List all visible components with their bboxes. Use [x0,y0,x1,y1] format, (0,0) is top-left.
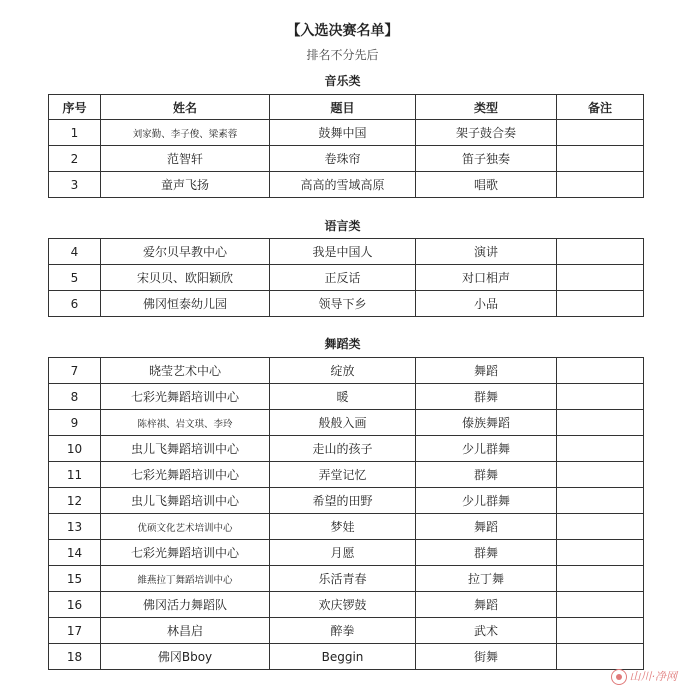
cell-note [557,291,644,317]
cell-name: 佛冈恒泰幼儿园 [101,291,270,317]
col-header-type: 类型 [416,95,557,120]
cell-no: 17 [49,618,101,644]
cell-name: 七彩光舞蹈培训中心 [101,462,270,488]
table-row [49,618,644,644]
section-title-language: 语言类 [324,219,361,233]
cell-no: 5 [49,265,101,291]
cell-no: 12 [49,488,101,514]
cell-note [557,358,644,384]
cell-title: Beggin [270,644,416,670]
cell-note [557,488,644,514]
col-header-no: 序号 [49,95,101,120]
cell-no: 7 [49,358,101,384]
cell-note [557,120,644,146]
cell-title: 高高的雪域高原 [270,172,416,198]
cell-title: 醉拳 [270,618,416,644]
page-subtitle: 排名不分先后 [306,48,379,62]
cell-name: 宋贝贝、欧阳颖欣 [101,265,270,291]
table-row [49,592,644,618]
cell-no: 1 [49,120,101,146]
cell-name: 七彩光舞蹈培训中心 [101,540,270,566]
cell-type: 群舞 [416,384,557,410]
cell-note [557,384,644,410]
language-table [48,238,644,317]
cell-no: 18 [49,644,101,670]
table-row [49,644,644,670]
cell-note [557,618,644,644]
cell-type: 唱歌 [416,172,557,198]
cell-type: 对口相声 [416,265,557,291]
cell-name: 范智轩 [101,146,270,172]
cell-type: 拉丁舞 [416,566,557,592]
cell-name: 佛冈活力舞蹈队 [101,592,270,618]
table-row [49,291,644,317]
watermark-text: 山川·净网 [629,670,677,683]
cell-type: 架子鼓合奏 [416,120,557,146]
cell-type: 小品 [416,291,557,317]
cell-type: 傣族舞蹈 [416,410,557,436]
cell-name: 刘家勤、李子俊、梁素蓉 [101,120,270,146]
cell-no: 15 [49,566,101,592]
cell-no: 16 [49,592,101,618]
page-title: 【入选决赛名单】 [286,23,399,39]
table-row [49,410,644,436]
dance-table [48,357,644,670]
cell-title: 卷珠帘 [270,146,416,172]
cell-name: 虫儿飞舞蹈培训中心 [101,488,270,514]
cell-note [557,540,644,566]
music-table [48,94,644,198]
cell-name: 七彩光舞蹈培训中心 [101,384,270,410]
cell-type: 武术 [416,618,557,644]
watermark [611,668,678,685]
col-header-note: 备注 [557,95,644,120]
cell-name: 爱尔贝早教中心 [101,239,270,265]
section-title-dance: 舞蹈类 [324,337,361,351]
table-row [49,436,644,462]
cell-note [557,592,644,618]
section-title-music: 音乐类 [324,74,361,88]
cell-title: 欢庆锣鼓 [270,592,416,618]
cell-name: 优硕文化艺术培训中心 [101,514,270,540]
cell-title: 梦娃 [270,514,416,540]
cell-title: 弄堂记忆 [270,462,416,488]
cell-title: 绽放 [270,358,416,384]
cell-no: 6 [49,291,101,317]
table-row [49,120,644,146]
cell-note [557,146,644,172]
table-row [49,384,644,410]
cell-title: 正反话 [270,265,416,291]
cell-title: 希望的田野 [270,488,416,514]
col-header-name: 姓名 [101,95,270,120]
table-row [49,358,644,384]
cell-note [557,239,644,265]
cell-note [557,514,644,540]
cell-name: 維燕拉丁舞蹈培训中心 [101,566,270,592]
cell-type: 少儿群舞 [416,488,557,514]
cell-type: 群舞 [416,462,557,488]
cell-note [557,644,644,670]
table-row [49,514,644,540]
cell-type: 演讲 [416,239,557,265]
table-row [49,462,644,488]
cell-note [557,566,644,592]
table-row [49,540,644,566]
table-row [49,265,644,291]
cell-name: 童声飞扬 [101,172,270,198]
cell-type: 笛子独奏 [416,146,557,172]
cell-no: 4 [49,239,101,265]
cell-type: 舞蹈 [416,358,557,384]
cell-type: 少儿群舞 [416,436,557,462]
watermark-seal-icon [611,669,627,685]
cell-name: 陈梓祺、岩文琪、李玲 [101,410,270,436]
cell-name: 林昌启 [101,618,270,644]
table-row [49,239,644,265]
cell-name: 虫儿飞舞蹈培训中心 [101,436,270,462]
cell-note [557,410,644,436]
table-row [49,146,644,172]
cell-no: 13 [49,514,101,540]
cell-title: 暖 [270,384,416,410]
cell-no: 2 [49,146,101,172]
cell-note [557,462,644,488]
cell-name: 晓莹艺术中心 [101,358,270,384]
cell-note [557,436,644,462]
cell-no: 8 [49,384,101,410]
cell-title: 我是中国人 [270,239,416,265]
cell-no: 3 [49,172,101,198]
table-row [49,172,644,198]
cell-title: 般般入画 [270,410,416,436]
cell-no: 10 [49,436,101,462]
col-header-title: 题目 [270,95,416,120]
cell-type: 群舞 [416,540,557,566]
cell-name: 佛冈Bboy [101,644,270,670]
cell-no: 11 [49,462,101,488]
table-row [49,566,644,592]
cell-note [557,265,644,291]
cell-type: 街舞 [416,644,557,670]
cell-no: 9 [49,410,101,436]
cell-no: 14 [49,540,101,566]
table-header-row [49,95,644,120]
table-row [49,488,644,514]
cell-type: 舞蹈 [416,592,557,618]
cell-note [557,172,644,198]
cell-type: 舞蹈 [416,514,557,540]
cell-title: 乐活青春 [270,566,416,592]
cell-title: 月愿 [270,540,416,566]
cell-title: 走山的孩子 [270,436,416,462]
cell-title: 领导下乡 [270,291,416,317]
cell-title: 鼓舞中国 [270,120,416,146]
